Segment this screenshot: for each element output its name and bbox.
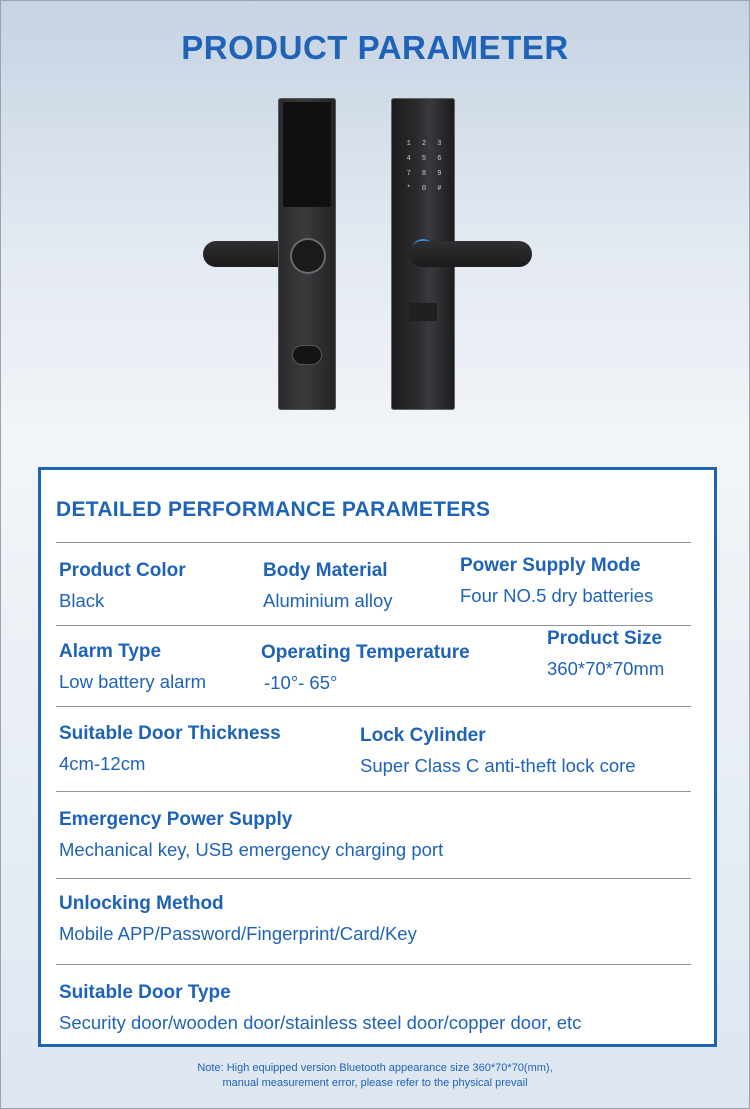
footnote [1,1061,749,1091]
param-emergency-power [59,809,443,861]
param-label: Suitable Door Type [59,982,231,1003]
keypad-key: 1 [406,140,411,148]
param-value: Mechanical key, USB emergency charging port [59,839,444,860]
keypad-key: 4 [406,155,411,163]
param-value: 4cm-12cm [59,753,146,774]
param-value: Super Class C anti-theft lock core [360,755,636,776]
param-value: 360*70*70mm [547,658,665,679]
param-label: Emergency Power Supply [59,809,293,830]
keypad-key: 3 [437,140,442,148]
param-label: Product Size [547,628,663,649]
keypad-key: * [406,185,411,193]
keypad-key: 7 [406,170,411,178]
divider [56,878,691,879]
param-value: Mobile APP/Password/Fingerprint/Card/Key [59,923,417,944]
param-label: Operating Temperature [261,642,470,663]
param-unlocking-method [59,893,417,945]
param-label: Unlocking Method [59,893,224,914]
key-slot [293,346,321,364]
front-lock-handle [409,241,532,267]
param-alarm-type [59,641,206,693]
param-value: Security door/wooden door/stainless steel door/copper door, etc [59,1012,582,1033]
param-label: Suitable Door Thickness [59,723,281,744]
param-value: Black [59,590,105,611]
keypad-key: 6 [437,155,442,163]
param-label: Lock Cylinder [360,725,486,746]
back-lock-panel [278,98,336,410]
param-lock-cylinder [360,725,636,777]
back-lock-window [283,102,331,207]
keypad-key: 5 [421,155,427,163]
param-product-color [59,560,186,612]
divider [56,791,691,792]
divider [56,625,691,626]
page-title: PRODUCT PARAMETER [181,29,569,66]
footnote-line: Note: High equipped version Bluetooth appearance size 360*70*70(mm), [197,1062,553,1074]
param-value: Aluminium alloy [263,590,393,611]
divider [56,964,691,965]
param-value: -10°- 65° [264,672,338,693]
divider [56,542,691,543]
param-body-material [263,560,393,612]
param-value: Low battery alarm [59,671,207,692]
param-operating-temperature [261,642,470,694]
keypad-key: 9 [437,170,442,178]
thumb-turn-knob [292,240,324,272]
keypad-key: # [437,185,442,193]
panel-title: DETAILED PERFORMANCE PARAMETERS [56,498,491,521]
keypad [401,140,447,193]
param-label: Body Material [263,560,388,581]
param-door-type [59,982,581,1034]
param-label: Alarm Type [59,641,162,662]
param-product-size [547,628,664,680]
card-reader-area [409,303,437,321]
keypad-key: 0 [421,185,427,193]
keypad-key: 2 [421,140,427,148]
divider [56,706,691,707]
parameters-panel [38,467,717,1047]
footnote-line: manual measurement error, please refer to the physical prevail [222,1077,528,1089]
param-value: Four NO.5 dry batteries [460,585,654,606]
param-door-thickness [59,723,281,775]
param-power-supply [460,555,653,607]
param-label: Product Color [59,560,186,581]
param-label: Power Supply Mode [460,555,641,576]
keypad-key: 8 [421,170,427,178]
